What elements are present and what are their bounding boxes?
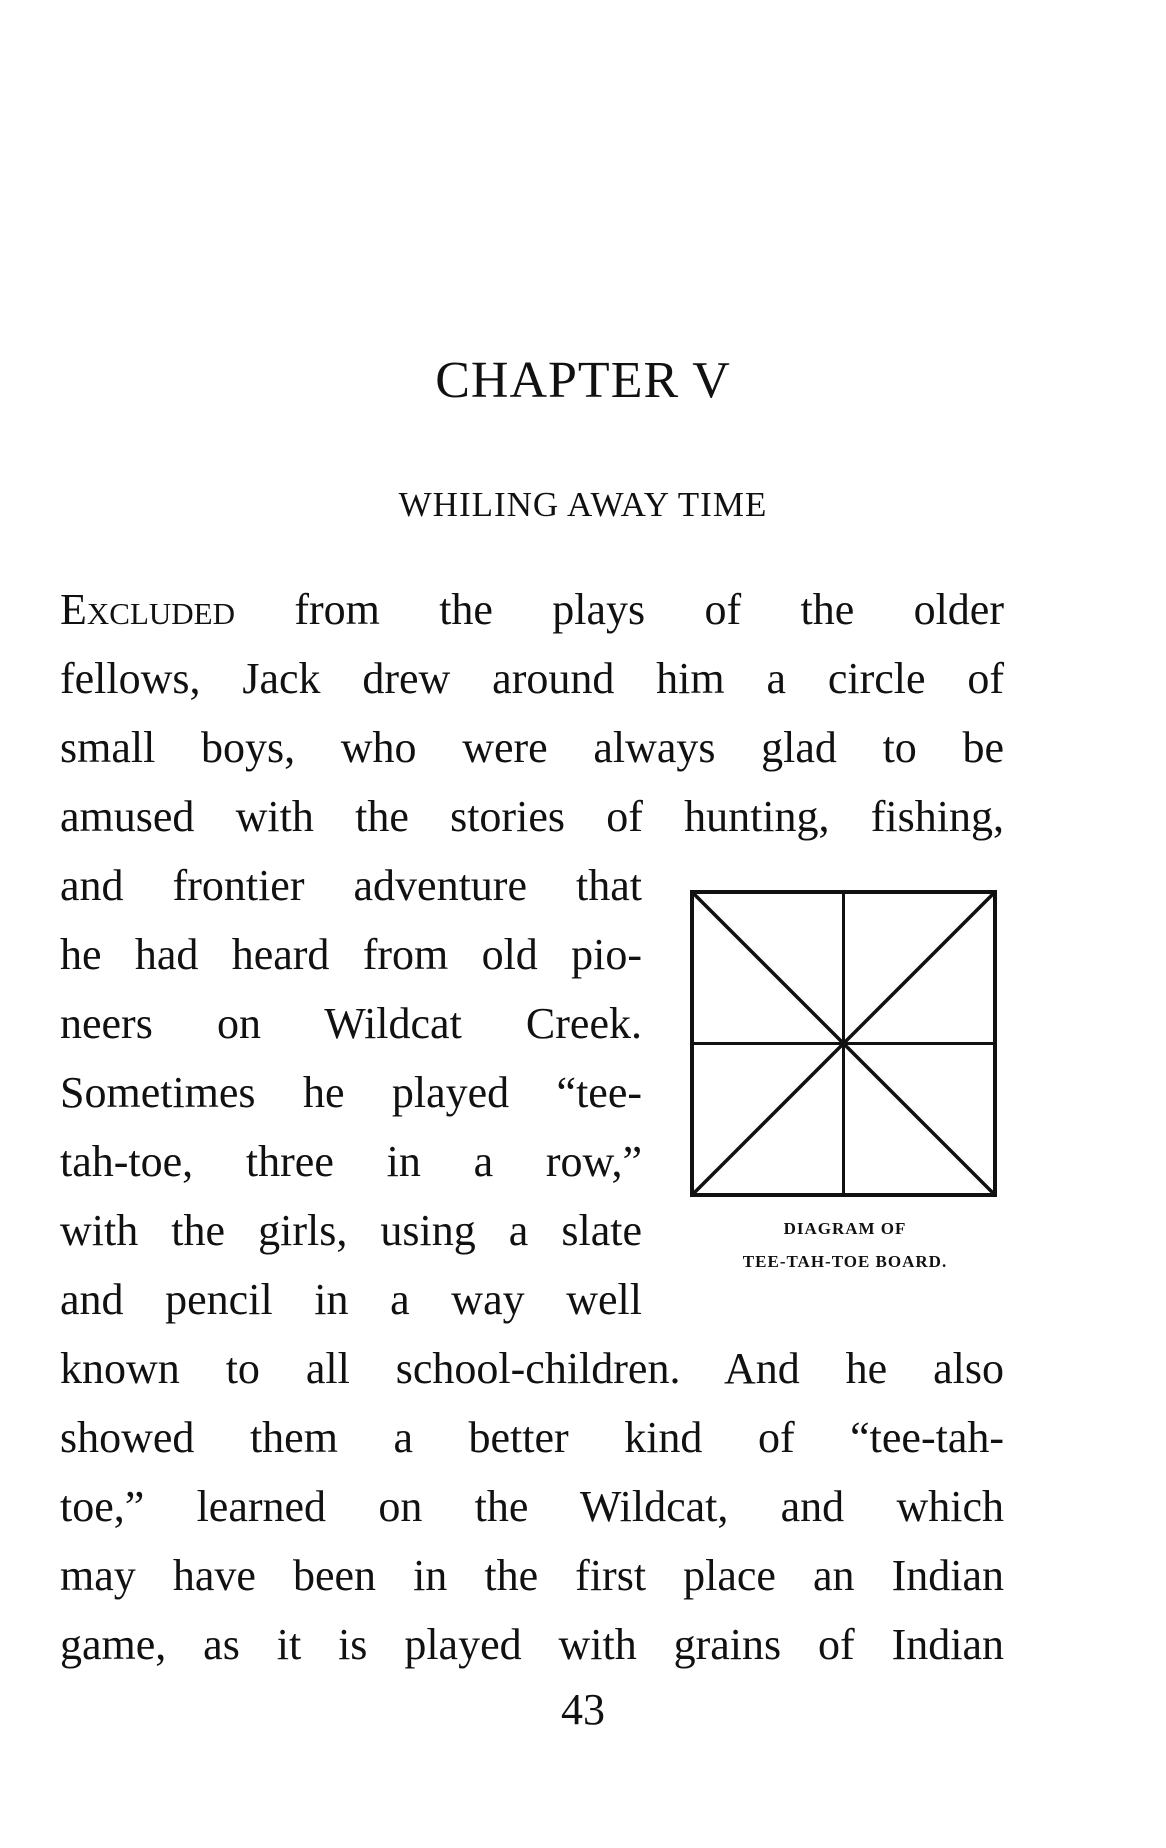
body-line-6: he had heard from old pio-: [60, 930, 642, 979]
body-line-9: tah-toe, three in a row,”: [60, 1137, 642, 1186]
body-line-1: [60, 585, 1004, 634]
chapter-title: CHAPTER V: [435, 352, 731, 409]
page-number: 43: [561, 1685, 605, 1734]
body-line-16: game, as it is played with grains of Indian: [60, 1620, 1004, 1669]
body-line-13: showed them a better kind of “tee-tah-: [60, 1413, 1004, 1462]
body-line-3: small boys, who were always glad to be: [60, 723, 1004, 772]
tee-tah-toe-board-diagram: [690, 890, 997, 1197]
figure-caption-line-2: TEE-TAH-TOE BOARD.: [742, 1252, 948, 1271]
body-line-1-rest: from the plays of the older: [234, 585, 1004, 634]
body-line-5: and frontier adventure that: [60, 861, 642, 910]
figure-caption-line-1: DIAGRAM OF: [783, 1219, 907, 1238]
body-line-7: neers on Wildcat Creek.: [60, 999, 642, 1048]
body-line-12: known to all school-children. And he also: [60, 1344, 1004, 1393]
body-line-15: may have been in the first place an Indian: [60, 1551, 1004, 1600]
body-line-4: amused with the stories of hunting, fishing,: [60, 792, 1004, 841]
opening-word: Excluded: [60, 585, 235, 634]
chapter-subtitle: WHILING AWAY TIME: [398, 485, 768, 524]
body-line-2: fellows, Jack drew around him a circle of: [60, 654, 1004, 703]
body-line-11: and pencil in a way well: [60, 1275, 642, 1324]
body-line-14: toe,” learned on the Wildcat, and which: [60, 1482, 1004, 1531]
body-line-10: with the girls, using a slate: [60, 1206, 642, 1255]
body-line-8: Sometimes he played “tee-: [60, 1068, 642, 1117]
